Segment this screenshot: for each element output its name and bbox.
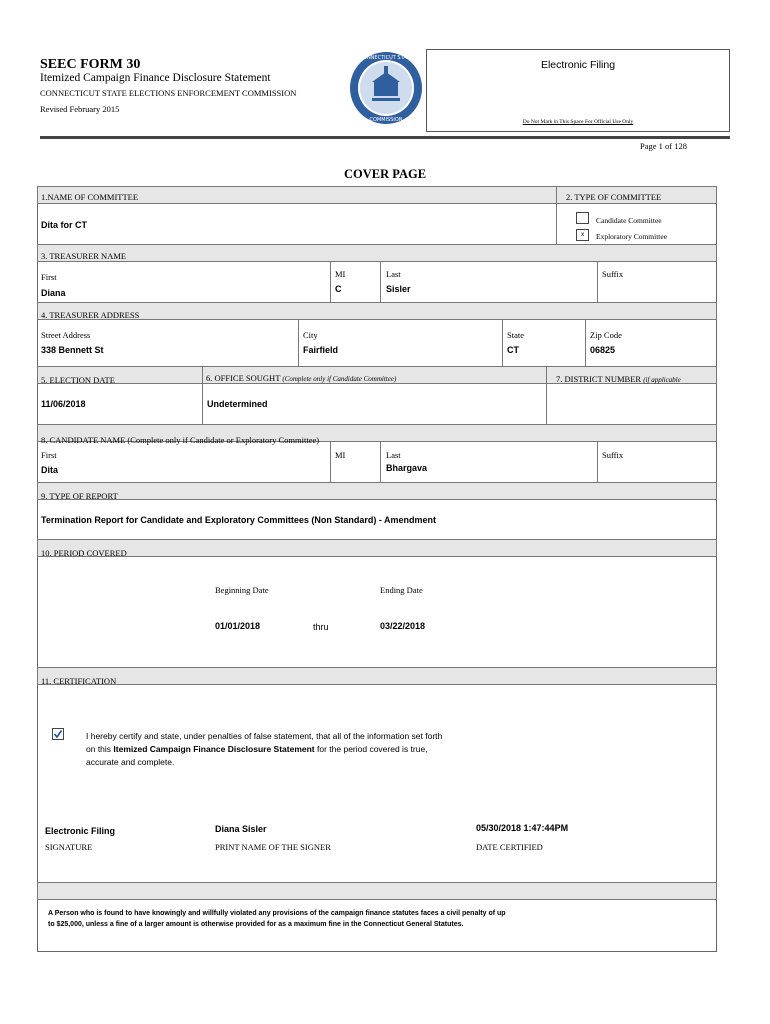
divider xyxy=(330,262,331,302)
signature-value: Electronic Filing xyxy=(45,826,116,836)
section-9-label: 9. TYPE OF REPORT xyxy=(41,491,118,501)
section-11-header xyxy=(37,667,717,685)
date-certified-value: 05/30/2018 1:47:44PM xyxy=(476,823,569,833)
signature-label: SIGNATURE xyxy=(45,842,93,852)
section-2-label: 2. TYPE OF COMMITTEE xyxy=(566,192,662,202)
filing-type: Electronic Filing xyxy=(540,59,616,71)
beginning-date-value: 01/01/2018 xyxy=(215,621,261,631)
city-label: City xyxy=(303,330,318,340)
check-icon xyxy=(53,729,63,739)
section-8-label: 8. CANDIDATE NAME (Complete only if Candidate or Exploratory Committee) xyxy=(41,435,320,445)
section-9-header xyxy=(37,482,717,500)
treasurer-mi-label: MI xyxy=(335,269,346,279)
section-3-label: 3. TREASURER NAME xyxy=(41,251,127,261)
penalty-notice: A Person who is found to have knowingly and willfully violated any provisions of the campaign finance statutes faces a civil penalty of up to $25,000, unless a fine of a larger amount is otherwise provided for as a maximum fine in the Connecticut General Statutes. xyxy=(48,910,506,928)
commission-name: CONNECTICUT STATE ELECTIONS ENFORCEMENT COMMISSION xyxy=(40,88,297,98)
street-label: Street Address xyxy=(41,330,91,340)
form-frame xyxy=(37,186,717,952)
thru-text: thru xyxy=(313,622,329,632)
zip-value: 06825 xyxy=(590,345,616,355)
section-11-label: 11. CERTIFICATION xyxy=(41,676,117,686)
section-6-label: 6. OFFICE SOUGHT (Complete only if Candidate Committee) xyxy=(206,373,397,383)
signer-name-value: Diana Sisler xyxy=(215,824,267,834)
section-3-header xyxy=(37,244,717,262)
divider xyxy=(546,366,547,424)
footer-bar xyxy=(37,882,717,900)
beginning-date-label: Beginning Date xyxy=(215,585,269,595)
divider xyxy=(202,366,203,424)
divider xyxy=(597,262,598,302)
commission-seal-icon xyxy=(348,50,424,126)
ending-date-label: Ending Date xyxy=(380,585,423,595)
city-value: Fairfield xyxy=(303,345,339,355)
header-rule xyxy=(40,136,730,139)
section-1-label: 1.NAME OF COMMITTEE xyxy=(41,192,139,202)
divider xyxy=(597,442,598,482)
candidate-first-label: First xyxy=(41,450,57,460)
state-value: CT xyxy=(507,345,519,355)
cover-page-title: COVER PAGE xyxy=(343,167,427,181)
candidate-last-label: Last xyxy=(386,450,401,460)
svg-text:COMMISSION: COMMISSION xyxy=(369,117,403,123)
divider xyxy=(380,262,381,302)
section-4-label: 4. TREASURER ADDRESS xyxy=(41,310,140,320)
treasurer-mi-value: C xyxy=(335,284,342,294)
section-5-label: 5. ELECTION DATE xyxy=(41,375,115,385)
certification-text: I hereby certify and state, under penalties of false statement, that all of the information set forth on this Itemized Campaign Finance Disclosure Statement for the period covered is true, accurate and complete. xyxy=(86,731,443,767)
election-date-value: 11/06/2018 xyxy=(41,399,86,409)
revised-date: Revised February 2015 xyxy=(40,104,120,114)
exploratory-committee-checkbox[interactable]: x xyxy=(576,229,589,241)
office-sought-value: Undetermined xyxy=(207,399,268,409)
treasurer-last-value: Sisler xyxy=(386,284,411,294)
form-subtitle: Itemized Campaign Finance Disclosure Statement xyxy=(40,72,271,84)
committee-name-value: Dita for CT xyxy=(41,220,87,230)
divider xyxy=(330,442,331,482)
official-use-box xyxy=(426,49,730,132)
treasurer-suffix-label: Suffix xyxy=(602,269,624,279)
page-info: Page 1 of 128 xyxy=(640,141,687,151)
svg-text:CONNECTICUT STATE: CONNECTICUT STATE xyxy=(359,55,413,61)
candidate-first-value: Dita xyxy=(41,465,59,475)
treasurer-first-value: Diana xyxy=(41,288,66,298)
divider xyxy=(585,320,586,366)
treasurer-first-label: First xyxy=(41,272,57,282)
state-label: State xyxy=(507,330,524,340)
candidate-mi-label: MI xyxy=(335,450,346,460)
section-10-label: 10. PERIOD COVERED xyxy=(41,548,127,558)
section-10-header xyxy=(37,539,717,557)
signer-name-label: PRINT NAME OF THE SIGNER xyxy=(215,842,331,852)
divider xyxy=(502,320,503,366)
treasurer-last-label: Last xyxy=(386,269,401,279)
divider xyxy=(556,186,557,244)
official-use-note: Do Not Mark in This Space For Official Use Only xyxy=(522,119,634,125)
candidate-suffix-label: Suffix xyxy=(602,450,624,460)
candidate-committee-checkbox[interactable] xyxy=(576,212,589,224)
section-7-label: 7. DISTRICT NUMBER (if applicable xyxy=(556,374,681,384)
report-type-value: Termination Report for Candidate and Exploratory Committees (Non Standard) - Amendment xyxy=(41,515,437,525)
zip-label: Zip Code xyxy=(590,330,622,340)
street-value: 338 Bennett St xyxy=(41,345,104,355)
divider xyxy=(380,442,381,482)
form-title: SEEC FORM 30 xyxy=(40,57,141,72)
divider xyxy=(298,320,299,366)
date-certified-label: DATE CERTIFIED xyxy=(476,842,543,852)
exploratory-committee-label: Exploratory Committee xyxy=(596,232,668,241)
candidate-committee-label: Candidate Committee xyxy=(596,216,662,225)
certification-checkbox[interactable] xyxy=(52,728,64,740)
candidate-last-value: Bhargava xyxy=(386,463,428,473)
ending-date-value: 03/22/2018 xyxy=(380,621,426,631)
